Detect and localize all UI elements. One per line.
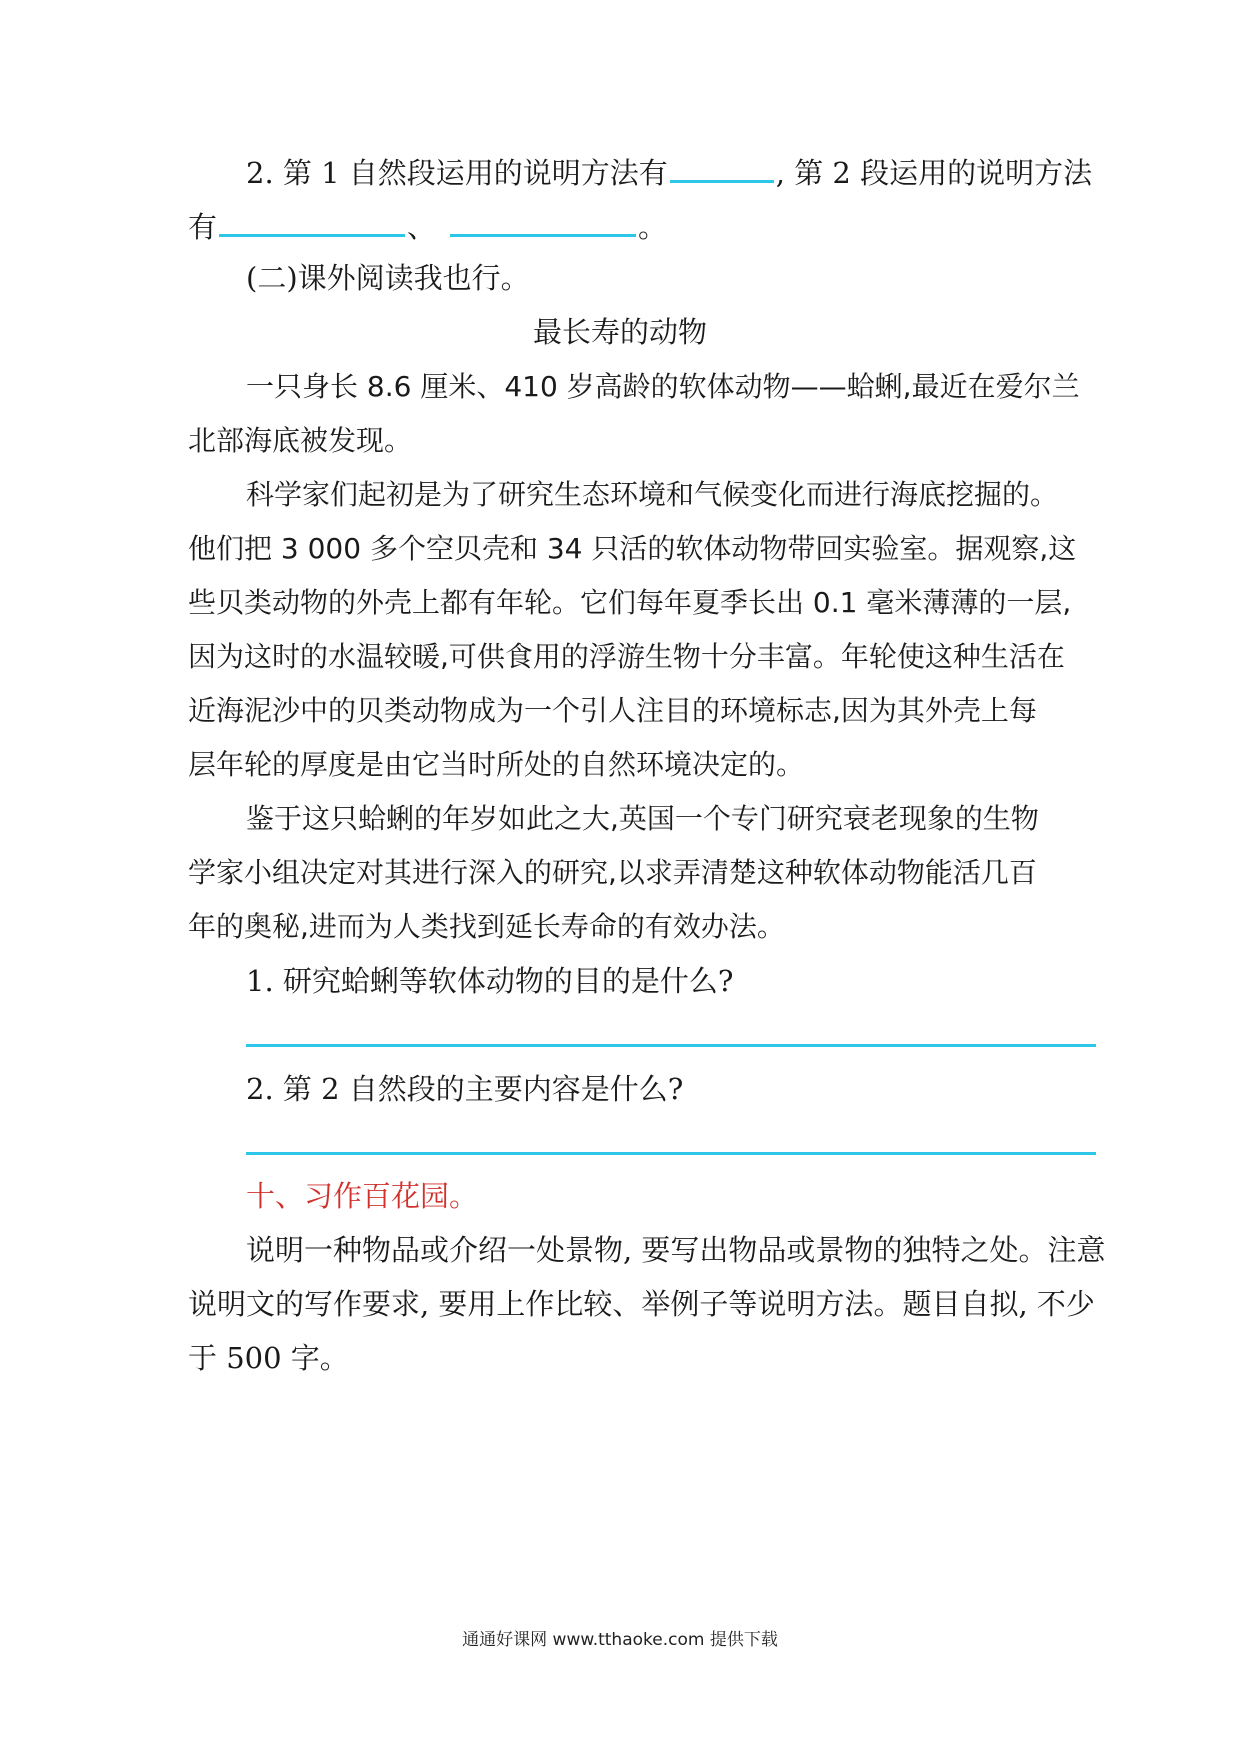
separator: 、: [407, 210, 437, 244]
article-line: 他们把 3 000 多个空贝壳和 34 只活的软体动物带回实验室。据观察,这: [188, 532, 1077, 565]
question-2: 2. 第 2 自然段的主要内容是什么?: [246, 1072, 684, 1106]
article-line: 些贝类动物的外壳上都有年轮。它们每年夏季长出 0.1 毫米薄薄的一层,: [188, 586, 1072, 619]
answer-line-1[interactable]: [246, 1044, 1096, 1047]
question-1: 1. 研究蛤蜊等软体动物的目的是什么?: [246, 964, 734, 998]
answer-blank-2[interactable]: [219, 204, 405, 237]
section-10-heading: 十、习作百花园。: [246, 1179, 479, 1213]
article-line: 层年轮的厚度是由它当时所处的自然环境决定的。: [188, 748, 805, 781]
article-line: 学家小组决定对其进行深入的研究,以求弄清楚这种软体动物能活几百: [188, 856, 1037, 889]
question-2-text-c: 有: [188, 210, 218, 244]
footer-credit: 通通好课网 www.tthaoke.com 提供下载: [462, 1630, 778, 1650]
article-title: 最长寿的动物: [532, 315, 707, 349]
answer-blank-1[interactable]: [670, 150, 774, 183]
answer-line-2[interactable]: [246, 1152, 1096, 1155]
question-2-line-1: [246, 150, 1166, 193]
writing-prompt-line: 于 500 字。: [188, 1341, 349, 1375]
question-2-line-2: [188, 204, 1108, 247]
article-line: 因为这时的水温较暖,可供食用的浮游生物十分丰富。年轮使这种生活在: [188, 640, 1065, 673]
part-2-heading: (二)课外阅读我也行。: [246, 261, 530, 295]
article-line: 科学家们起初是为了研究生态环境和气候变化而进行海底挖掘的。: [246, 478, 1059, 511]
writing-prompt-line: 说明一种物品或介绍一处景物, 要写出物品或景物的独特之处。注意: [246, 1233, 1106, 1267]
period: 。: [638, 210, 668, 244]
question-2-text-b: , 第 2 段运用的说明方法: [775, 156, 1093, 190]
writing-prompt-line: 说明文的写作要求, 要用上作比较、举例子等说明方法。题目自拟, 不少: [188, 1287, 1095, 1321]
article-line: 近海泥沙中的贝类动物成为一个引人注目的环境标志,因为其外壳上每: [188, 694, 1037, 727]
article-line: 北部海底被发现。: [188, 424, 413, 457]
article-line: 一只身长 8.6 厘米、410 岁高龄的软体动物——蛤蜊,最近在爱尔兰: [246, 370, 1080, 403]
question-2-text-a: 2. 第 1 自然段运用的说明方法有: [246, 156, 668, 190]
answer-blank-3[interactable]: [450, 204, 636, 237]
article-line: 鉴于这只蛤蜊的年岁如此之大,英国一个专门研究衰老现象的生物: [246, 802, 1039, 835]
article-line: 年的奥秘,进而为人类找到延长寿命的有效办法。: [188, 910, 785, 943]
